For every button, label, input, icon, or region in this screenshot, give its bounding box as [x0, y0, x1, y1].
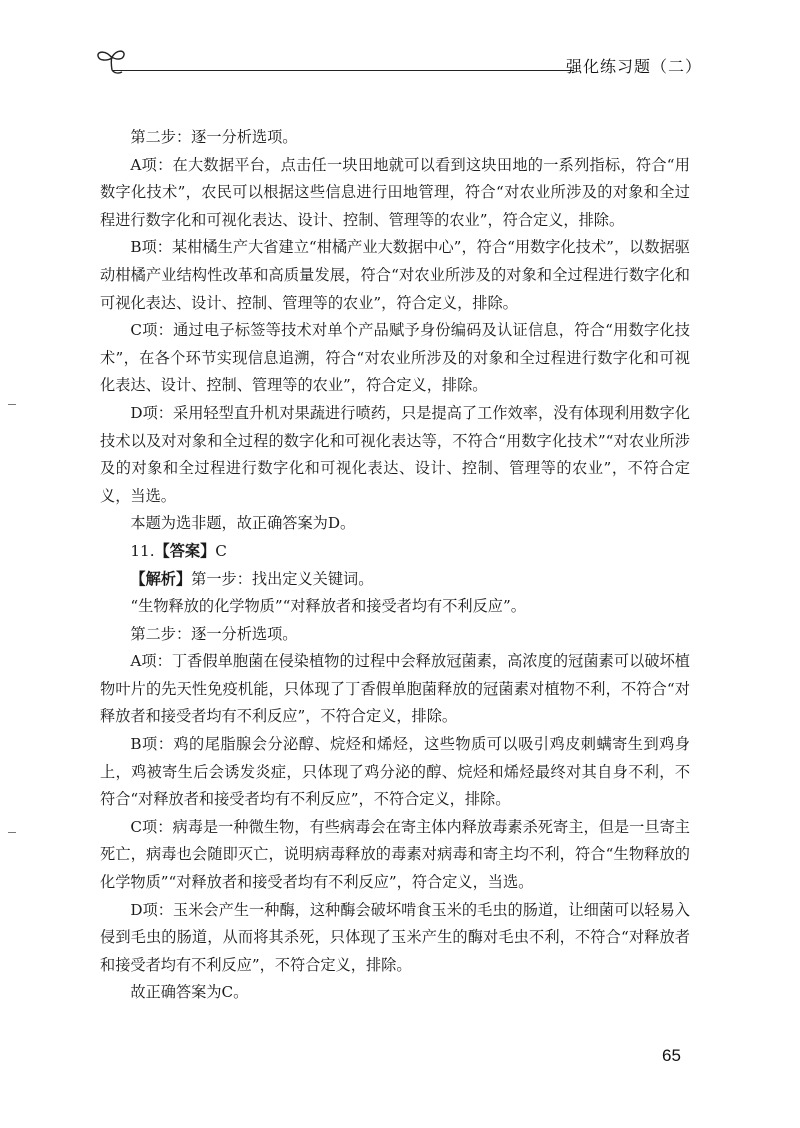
margin-tick-mark: [8, 832, 16, 833]
header-rule: [112, 70, 574, 71]
answer-line: 11.【答案】C: [130, 541, 227, 560]
page-number: 65: [662, 1046, 681, 1065]
paragraph: C项：病毒是一种微生物，有些病毒会在寄主体内释放毒素杀死寄主，但是一旦寄主死亡，病毒也会随即灭亡，说明病毒释放的毒素对病毒和寄主均不利，符合“生物释放的化学物质”“对释放者和接受者均有不利反应”，符合定义，当选。: [100, 817, 690, 892]
margin-tick-mark: [8, 404, 16, 405]
paragraph: 第二步：逐一分析选项。: [130, 128, 298, 146]
answer-explanation-body: [100, 124, 690, 1007]
paragraph: B项：某柑橘生产大省建立“柑橘产业大数据中心”，符合“用数字化技术”，以数据驱动柑橘产业结构性改革和高质量发展，符合“对农业所涉及的对象和全过程进行数字化和可视化表达、设计、控制、管理等的农业”，符合定义，排除。: [100, 238, 690, 312]
header-title: 强化练习题（二）: [565, 57, 702, 76]
sprout-ornament-icon: [92, 40, 132, 80]
paragraph: A项：在大数据平台，点击任一块田地就可以看到这块田地的一系列指标，符合“用数字化技术”，农民可以根据这些信息进行田地管理，符合“对农业所涉及的对象和全过程进行数字化和可视化表达、设计、控制、管理等的农业”，符合定义，排除。: [100, 155, 690, 229]
paragraph: D项：玉米会产生一种酶，这种酶会破坏啃食玉米的毛虫的肠道，让细菌可以轻易入侵到毛虫的肠道，从而将其杀死，只体现了玉米产生的酶对毛虫不利，不符合“对释放者和接受者均有不利反应”，不符合定义，排除。: [100, 900, 690, 974]
paragraph: A项：丁香假单胞菌在侵染植物的过程中会释放冠菌素，高浓度的冠菌素可以破坏植物叶片的先天性免疫机能，只体现了丁香假单胞菌释放的冠菌素对植物不利，不符合“对释放者和接受者均有不利反应”，不符合定义，排除。: [100, 652, 690, 726]
paragraph: 本题为选非题，故正确答案为D。: [130, 514, 356, 533]
paragraph: C项：通过电子标签等技术对单个产品赋予身份编码及认证信息，符合“用数字化技术”，在各个环节实现信息追溯，符合“对农业所涉及的对象和全过程进行数字化和可视化表达、设计、控制、管理等的农业”，符合定义，排除。: [100, 321, 690, 395]
paragraph: B项：鸡的尾脂腺会分泌醇、烷烃和烯烃，这些物质可以吸引鸡皮刺螨寄生到鸡身上，鸡被寄生后会诱发炎症，只体现了鸡分泌的醇、烷烃和烯烃最终对其自身不利，不符合“对释放者和接受者均有不利反应”，不符合定义，排除。: [100, 735, 690, 809]
analysis-line: 【解析】第一步：找出定义关键词。: [130, 569, 374, 588]
paragraph: D项：采用轻型直升机对果蔬进行喷药，只是提高了工作效率，没有体现利用数字化技术以及对对象和全过程的数字化和可视化表达等，不符合“用数字化技术”“对农业所涉及的对象和全过程进行数字化和可视化表达、设计、控制、管理等的农业”，不符合定义，当选。: [100, 403, 690, 505]
page-header: [92, 40, 702, 84]
paragraph: 第二步：逐一分析选项。: [130, 624, 298, 643]
paragraph: “生物释放的化学物质”“对释放者和接受者均有不利反应”。: [130, 597, 526, 616]
paragraph: 故正确答案为C。: [130, 983, 249, 1002]
